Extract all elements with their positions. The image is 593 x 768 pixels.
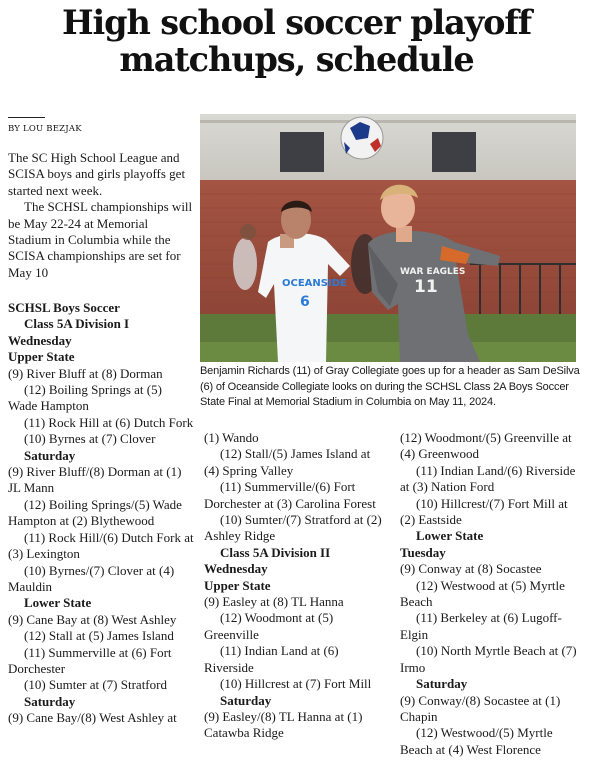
- matchup-line: (11) Summerville/(6) Fort Dorchester at (3) Carolina Forest: [204, 479, 376, 511]
- matchup-line: (12) Woodmont at (5) Greenville: [204, 610, 334, 642]
- intro-paragraph: The SCHSL championships will be May 22-24 at Memorial Stadium in Columbia while the SCISA championships are set for May 10: [8, 199, 193, 280]
- day-heading: Wednesday: [204, 561, 268, 577]
- matchup-line: (11) Berkeley at (6) Lugoff-Elgin: [400, 610, 562, 642]
- subsection-heading: Lower State: [24, 595, 92, 611]
- matchup-line: (9) Conway/(8) Socastee at (1) Chapin: [400, 692, 561, 724]
- jersey-left-text: OCEANSIDE: [282, 278, 347, 289]
- matchup-line: (11) Indian Land at (6) Riverside: [204, 643, 339, 675]
- matchup-line: (12) Boiling Springs at (5) Wade Hampton: [8, 382, 162, 414]
- matchup-line: (9) Easley at (8) TL Hanna: [204, 594, 344, 610]
- matchup-line: (10) North Myrtle Beach at (7) Irmo: [400, 643, 577, 675]
- jersey-left-number: 6: [300, 294, 310, 310]
- matchup-line: (9) River Bluff/(8) Dorman at (1) JL Mann: [8, 464, 182, 496]
- subsection-heading: Saturday: [24, 693, 76, 709]
- matchup-line: (10) Hillcrest at (7) Fort Mill: [220, 676, 372, 692]
- matchup-line: (12) Boiling Springs/(5) Wade Hampton at (2) Blythewood: [8, 496, 182, 529]
- day-heading: Upper State: [204, 577, 271, 593]
- schedule-column-2: [204, 430, 388, 742]
- matchup-line: (12) Woodmont/(5) Greenville at (4) Greenwood: [400, 430, 572, 462]
- matchup-line: (11) Summerville at (6) Fort Dorchester: [8, 644, 172, 676]
- matchup-line: (10) Byrnes at (7) Clover: [24, 431, 156, 447]
- headline: High school soccer playoff matchups, schedule: [61, 3, 532, 79]
- jersey-right-number: 11: [414, 277, 438, 297]
- matchup-line: (10) Byrnes/(7) Clover at (4) Mauldin: [8, 562, 175, 594]
- byline-rule: [8, 117, 45, 118]
- jersey-right-text: WAR EAGLES: [400, 267, 466, 277]
- matchup-line: (12) Stall at (5) James Island: [24, 628, 174, 644]
- schedule-column-3: [400, 430, 580, 758]
- byline: BY LOU BEZJAK: [8, 124, 82, 134]
- matchup-line: (12) Westwood/(5) Myrtle Beach at (4) West Florence: [400, 725, 553, 757]
- matchup-line: (9) Cane Bay/(8) West Ashley at: [8, 710, 177, 726]
- matchup-line: (9) Conway at (8) Socastee: [400, 561, 542, 577]
- matchup-line: (10) Sumter/(7) Stratford at (2) Ashley Ridge: [204, 512, 382, 544]
- matchup-line: (9) River Bluff at (8) Dorman: [8, 365, 163, 381]
- matchup-line: (10) Sumter at (7) Stratford: [24, 677, 167, 693]
- section-heading: SCHSL Boys Soccer: [8, 300, 120, 315]
- matchup-line: (12) Westwood at (5) Myrtle Beach: [400, 577, 565, 610]
- subsection-heading: Saturday: [24, 447, 76, 463]
- intro-paragraph: The SC High School League and SCISA boys and girls playoffs get started next week.: [8, 150, 186, 198]
- matchup-line: (12) Stall/(5) James Island at (4) Spring Valley: [204, 446, 371, 478]
- subsection-heading: Class 5A Division I: [24, 316, 130, 332]
- schedule-column-1: [8, 298, 194, 727]
- day-heading: Tuesday: [400, 544, 446, 560]
- matchup-line: (11) Rock Hill/(6) Dutch Fork at (3) Lexington: [8, 529, 194, 562]
- subsection-heading: Lower State: [416, 528, 484, 544]
- intro-text: [8, 150, 194, 281]
- subsection-heading: Saturday: [220, 692, 272, 708]
- day-heading: Upper State: [8, 349, 75, 365]
- subsection-heading: Saturday: [416, 676, 468, 692]
- subsection-heading: Class 5A Division II: [220, 544, 331, 560]
- matchup-line: (1) Wando: [204, 430, 259, 445]
- matchup-line: (9) Cane Bay at (8) West Ashley: [8, 611, 177, 627]
- soccer-photo: [200, 114, 576, 362]
- day-heading: Wednesday: [8, 332, 72, 348]
- photo-caption: Benjamin Richards (11) of Gray Collegiate goes up for a header as Sam DeSilva (6) of Oceanside Collegiate looks on during the SCHSL Class 2A Boys Soccer State Final at Memorial Stadium in Columbia on May 11, 2024.: [200, 365, 580, 408]
- matchup-line: (10) Hillcrest/(7) Fort Mill at (2) Eastside: [400, 495, 568, 528]
- matchup-line: (11) Indian Land/(6) Riverside at (3) Nation Ford: [400, 462, 576, 495]
- matchup-line: (9) Easley/(8) TL Hanna at (1) Catawba Ridge: [204, 708, 363, 741]
- matchup-line: (11) Rock Hill at (6) Dutch Fork: [24, 414, 194, 430]
